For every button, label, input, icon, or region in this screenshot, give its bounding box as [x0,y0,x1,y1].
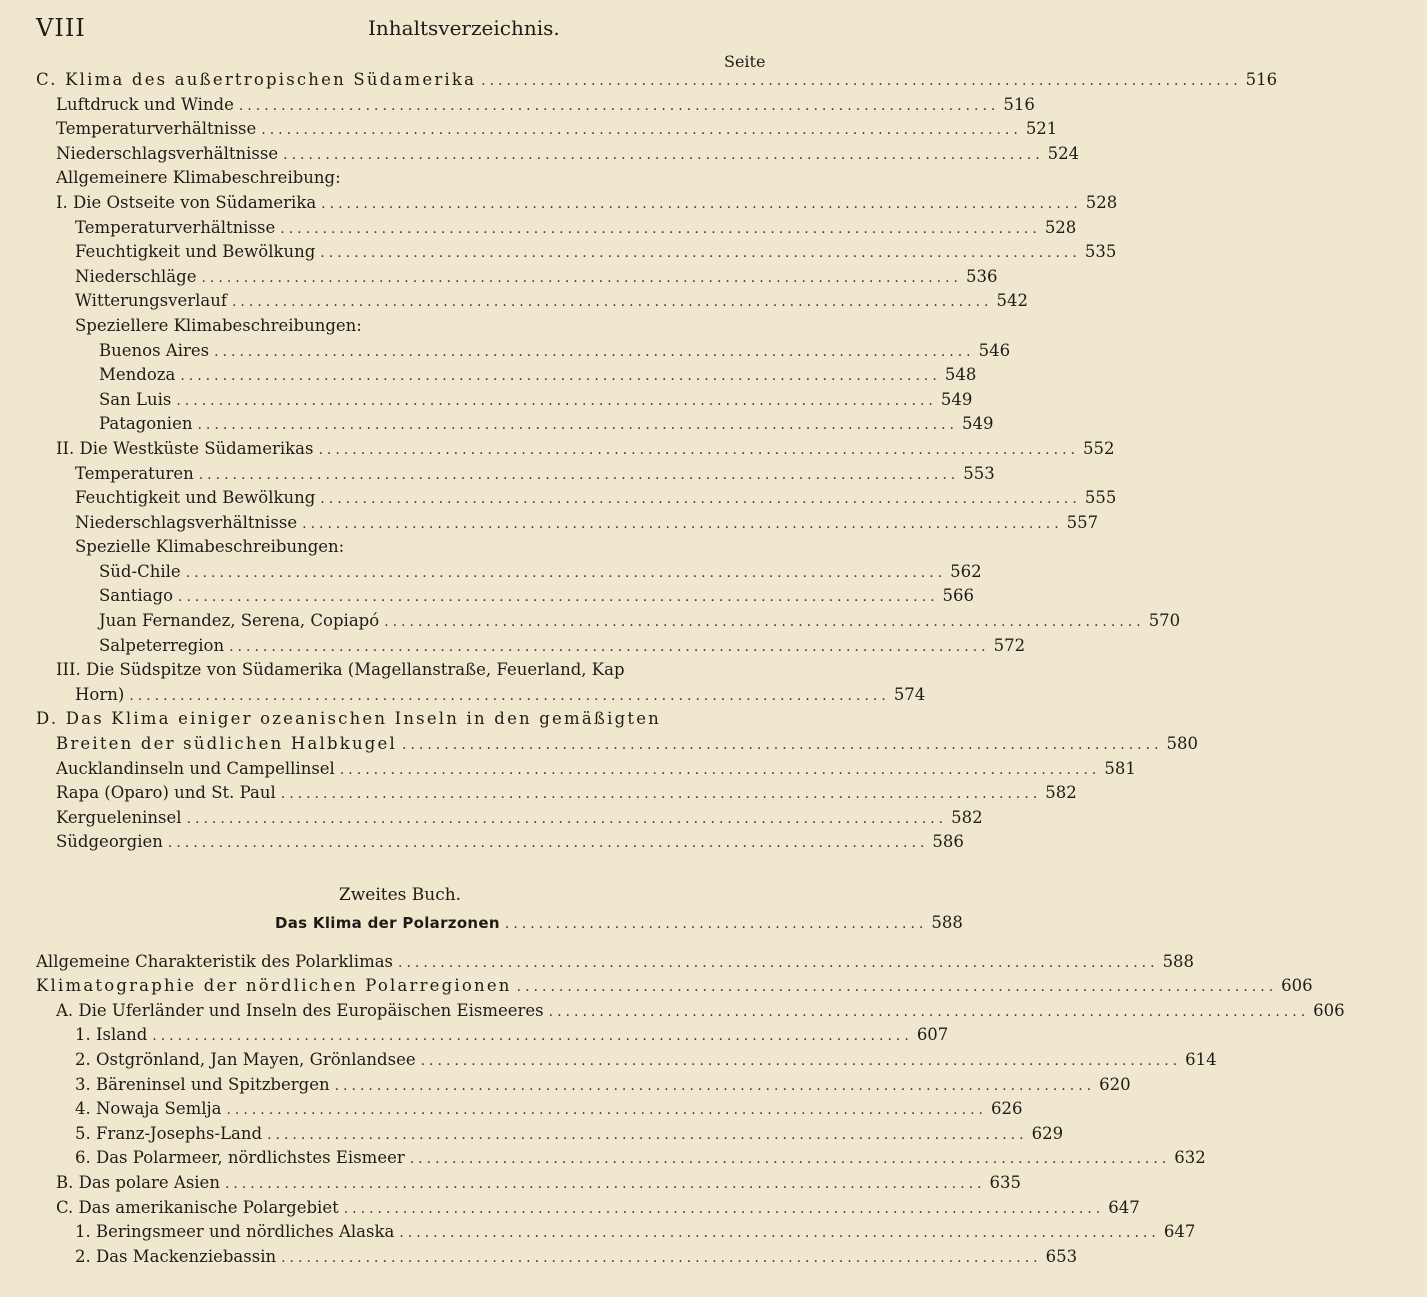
toc-entry[interactable] [99,634,1026,659]
toc-entry[interactable] [36,974,1313,999]
leader-dots: .......................................................................................... [516,979,1278,996]
toc-entry[interactable] [99,339,1011,364]
toc-entry[interactable] [75,511,1099,536]
toc-entry-page: 570 [1148,611,1181,631]
toc-entry[interactable] [75,462,995,487]
toc-entry-page: 647 [1163,1222,1196,1242]
toc-entry-title: Niederschlagsverhältnisse [75,512,298,532]
toc-entry-page: 516 [1245,70,1278,89]
leader-dots: .......................................................................................... [283,146,1044,163]
toc-entry-page: 574 [893,684,926,704]
toc-entry[interactable] [75,486,1117,511]
toc-entry[interactable] [75,289,1028,314]
toc-entry[interactable] [75,240,1117,265]
toc-entry-page: 566 [942,586,975,606]
toc-entry-title: Temperaturen [75,463,194,483]
toc-entry-title: Mendoza [99,365,176,385]
toc-entry-title: D. Das Klima einiger ozeanischen Inseln in den gemäßigten [36,709,661,729]
toc-entry-page: 606 [1281,976,1313,996]
toc-entry-page: 620 [1099,1074,1131,1094]
toc-entry-title: Aucklandinseln und Campellinsel [56,758,335,778]
leader-dots: .......................................................................................... [152,1028,913,1045]
toc-entry-page: 606 [1313,1000,1345,1020]
toc-entry-page: 524 [1047,143,1080,163]
leader-dots: .......................................................................................... [339,761,1101,778]
toc-entry-title: I. Die Ostseite von Südamerika [56,192,317,212]
toc-entry-title: B. Das polare Asien [56,1172,220,1192]
toc-entry-title: Luftdruck und Winde [56,94,234,114]
toc-entry-page: 549 [940,389,973,409]
leader-dots: .......................................................................................... [180,368,941,385]
spacer [0,855,800,879]
toc-entry[interactable] [56,437,1115,462]
toc-entry[interactable] [99,412,994,437]
toc-entry[interactable] [75,683,926,708]
leader-dots: .......................................................................................... [399,1225,1160,1242]
leader-dots: .................................................. [504,916,928,932]
toc-entry-title: Spezielle Klimabeschreibungen: [75,537,345,557]
toc-entry-page: 521 [1025,119,1058,139]
toc-entry-title: 5. Franz-Josephs-Land [75,1123,263,1143]
toc-part-two [0,950,1345,1270]
toc-entry-title: Horn) [75,684,125,704]
toc-entry-title: Juan Fernandez, Serena, Copiapó [99,611,380,631]
toc-entry[interactable] [75,1220,1196,1245]
toc-entry[interactable] [56,191,1118,216]
toc-entry-title: Buenos Aires [99,340,210,360]
leader-dots: .......................................................................................... [334,1077,1096,1094]
leader-dots: .......................................................................................... [198,466,960,483]
toc-entry-page: 549 [962,414,994,434]
toc-entry-title: Niederschlagsverhältnisse [56,143,279,163]
leader-dots: .......................................................................................... [318,441,1079,458]
toc-entry-title: C. Klima des außertropischen Südamerika [36,70,477,89]
leader-dots: .......................................................................................... [167,835,929,852]
toc-entry-title: Santiago [99,586,174,606]
toc-entry-title: 1. Island [75,1025,148,1045]
leader-dots: .......................................................................................... [384,614,1145,631]
toc-entry[interactable] [75,1146,1206,1171]
toc-entry-title: Temperaturverhältnisse [75,217,276,237]
spacer [0,936,800,950]
toc-entry[interactable] [75,1073,1131,1098]
toc-entry[interactable] [99,363,977,388]
toc-entry-page: 635 [989,1172,1021,1192]
toc-entry-page: 542 [996,291,1028,311]
leader-dots: .......................................................................................... [261,122,1022,139]
leader-dots: .......................................................................................... [226,1102,987,1119]
toc-entry-page: 528 [1044,217,1077,237]
toc-entry[interactable] [75,1122,1064,1147]
toc-entry-page: 548 [944,365,977,385]
toc-entry[interactable] [36,68,1278,93]
toc-entry-page: 580 [1166,734,1199,754]
toc-section-heading[interactable] [275,911,963,936]
toc-entry[interactable] [56,830,964,855]
leader-dots: .......................................................................................... [197,417,958,434]
toc-entry-page: 647 [1108,1197,1140,1217]
toc-entry-page: 562 [950,561,982,581]
toc-entry-title: 1. Beringsmeer und nördliches Alaska [75,1222,395,1242]
toc-entry-title: Feuchtigkeit und Bewölkung [75,488,316,508]
toc-entry-title: 3. Bäreninsel und Spitzbergen [75,1074,330,1094]
leader-dots: .......................................................................................... [185,564,947,581]
toc-entry-page: 572 [993,635,1026,655]
toc-entry[interactable] [56,93,1035,118]
toc-entry-page: 588 [1162,951,1195,971]
toc-entry[interactable] [56,1171,1021,1196]
toc-entry-title: Speziellere Klimabeschreibungen: [75,315,362,335]
toc-entry[interactable] [99,388,973,413]
leader-dots: .......................................................................................... [280,220,1041,237]
page-number: VIII [36,14,86,42]
toc-entry[interactable] [36,950,1195,975]
toc-entry-title: 4. Nowaja Semlja [75,1099,222,1119]
leader-dots: .......................................................................................... [343,1200,1105,1217]
leader-dots: .......................................................................................... [320,491,1081,508]
toc-entry[interactable] [99,584,975,609]
toc-entry-title: Temperaturverhältnisse [56,119,257,139]
toc-entry-page: 614 [1185,1049,1217,1069]
leader-dots: .......................................................................................... [402,737,1163,754]
toc-entry[interactable] [56,1196,1140,1221]
toc-entry-title: Rapa (Oparo) und St. Paul [56,783,276,803]
toc-entry-page: 535 [1084,242,1117,262]
toc-entry-page: 586 [932,832,964,852]
toc-entry-title: Breiten der südlichen Halbkugel [56,734,397,754]
toc-entry-page: 607 [916,1025,949,1045]
toc-entry[interactable] [56,658,775,683]
toc-entry[interactable] [75,314,775,339]
page-column-label: Seite [724,52,766,71]
leader-dots: .......................................................................................... [201,269,963,286]
toc-entry-title: 6. Das Polarmeer, nördlichstes Eismeer [75,1148,405,1168]
leader-dots: .......................................................................................... [267,1126,1028,1143]
toc-entry[interactable] [75,535,775,560]
leader-dots: .......................................................................................... [214,343,975,360]
toc-entry-page: 546 [978,340,1011,360]
toc-entry-title: Patagonien [99,414,193,434]
toc-entry-title: Allgemeine Charakteristik des Polarklimas [36,951,394,971]
toc-entry[interactable] [99,609,1181,634]
toc-entry-title: 2. Das Mackenziebassin [75,1246,277,1266]
toc-entry[interactable] [56,999,1345,1024]
toc-entry-title: III. Die Südspitze von Südamerika (Magellanstraße, Feuerland, Kap [56,660,625,680]
leader-dots: .......................................................................................... [481,73,1242,89]
toc-entry-page: 582 [951,807,983,827]
toc-entry-page: 581 [1104,758,1136,778]
leader-dots: .......................................................................................... [176,392,937,409]
toc-entry-title: 2. Ostgrönland, Jan Mayen, Grönlandsee [75,1049,416,1069]
toc-entry-title: Feuchtigkeit und Bewölkung [75,242,316,262]
toc-entry-title: Südgeorgien [56,832,163,852]
leader-dots: .......................................................................................... [321,195,1082,212]
toc-entry-title: San Luis [99,389,172,409]
toc-entry[interactable] [75,1245,1078,1270]
toc-entry-page: 557 [1066,512,1099,532]
toc-entry[interactable] [56,117,1058,142]
book-heading: Zweites Buch. [338,885,462,905]
leader-dots: .......................................................................................... [231,294,993,311]
toc-entry-page: 536 [966,266,998,286]
toc-entry[interactable] [36,707,775,732]
toc-entry[interactable] [75,265,998,290]
toc-entry-page: 626 [991,1099,1023,1119]
leader-dots: .......................................................................................... [229,638,990,655]
toc-entry-page: 516 [1003,94,1035,114]
toc-entry-title: C. Das amerikanische Polargebiet [56,1197,339,1217]
section-heading-page: 588 [931,913,963,932]
toc-entry-title: Witterungsverlauf [75,291,227,311]
section-heading-text: Das Klima der Polarzonen [275,914,500,932]
toc-entry[interactable] [56,166,775,191]
toc-entry-title: Klimatographie der nördlichen Polarregionen [36,976,512,996]
toc-entry-page: 553 [963,463,995,483]
table-of-contents [0,68,1345,1269]
toc-entry[interactable] [75,216,1077,241]
leader-dots: .......................................................................................... [281,1249,1042,1266]
leader-dots: .......................................................................................... [320,245,1081,262]
leader-dots: .......................................................................................... [280,786,1042,803]
toc-entry-page: 552 [1083,438,1115,458]
toc-entry-page: 632 [1174,1148,1206,1168]
toc-entry-title: Kergueleninsel [56,807,182,827]
toc-entry[interactable] [56,757,1136,782]
toc-entry-page: 653 [1045,1246,1078,1266]
toc-entry-page: 555 [1084,488,1117,508]
toc-entry[interactable] [56,142,1080,167]
toc-entry-page: 528 [1085,192,1118,212]
leader-dots: .......................................................................................... [548,1003,1310,1020]
toc-entry-title: Salpeterregion [99,635,225,655]
leader-dots: .......................................................................................... [224,1175,986,1192]
running-header: Inhaltsverzeichnis. [368,16,560,40]
toc-entry-title: Süd-Chile [99,561,181,581]
toc-entry-page: 582 [1045,783,1077,803]
toc-part-one [0,68,1278,855]
toc-entry[interactable] [56,806,983,831]
leader-dots: .......................................................................................... [302,515,1063,532]
toc-entry[interactable] [75,1097,1023,1122]
toc-entry-title: II. Die Westküste Südamerikas [56,438,314,458]
toc-entry-title: Niederschläge [75,266,197,286]
leader-dots: .......................................................................................... [409,1151,1171,1168]
toc-entry-page: 629 [1031,1123,1064,1143]
toc-entry[interactable] [99,560,982,585]
leader-dots: .......................................................................................... [238,97,1000,114]
leader-dots: .......................................................................................... [186,810,948,827]
toc-entry-title: Allgemeinere Klimabeschreibung: [56,168,341,188]
toc-entry[interactable] [75,1023,949,1048]
leader-dots: .......................................................................................... [420,1052,1182,1069]
leader-dots: .......................................................................................... [178,589,939,606]
leader-dots: .......................................................................................... [398,954,1159,971]
leader-dots: .......................................................................................... [129,687,890,704]
toc-entry-title: A. Die Uferländer und Inseln des Europäischen Eismeeres [56,1000,544,1020]
toc-entry[interactable] [75,1048,1217,1073]
toc-entry[interactable] [56,732,1199,757]
toc-entry[interactable] [56,781,1077,806]
